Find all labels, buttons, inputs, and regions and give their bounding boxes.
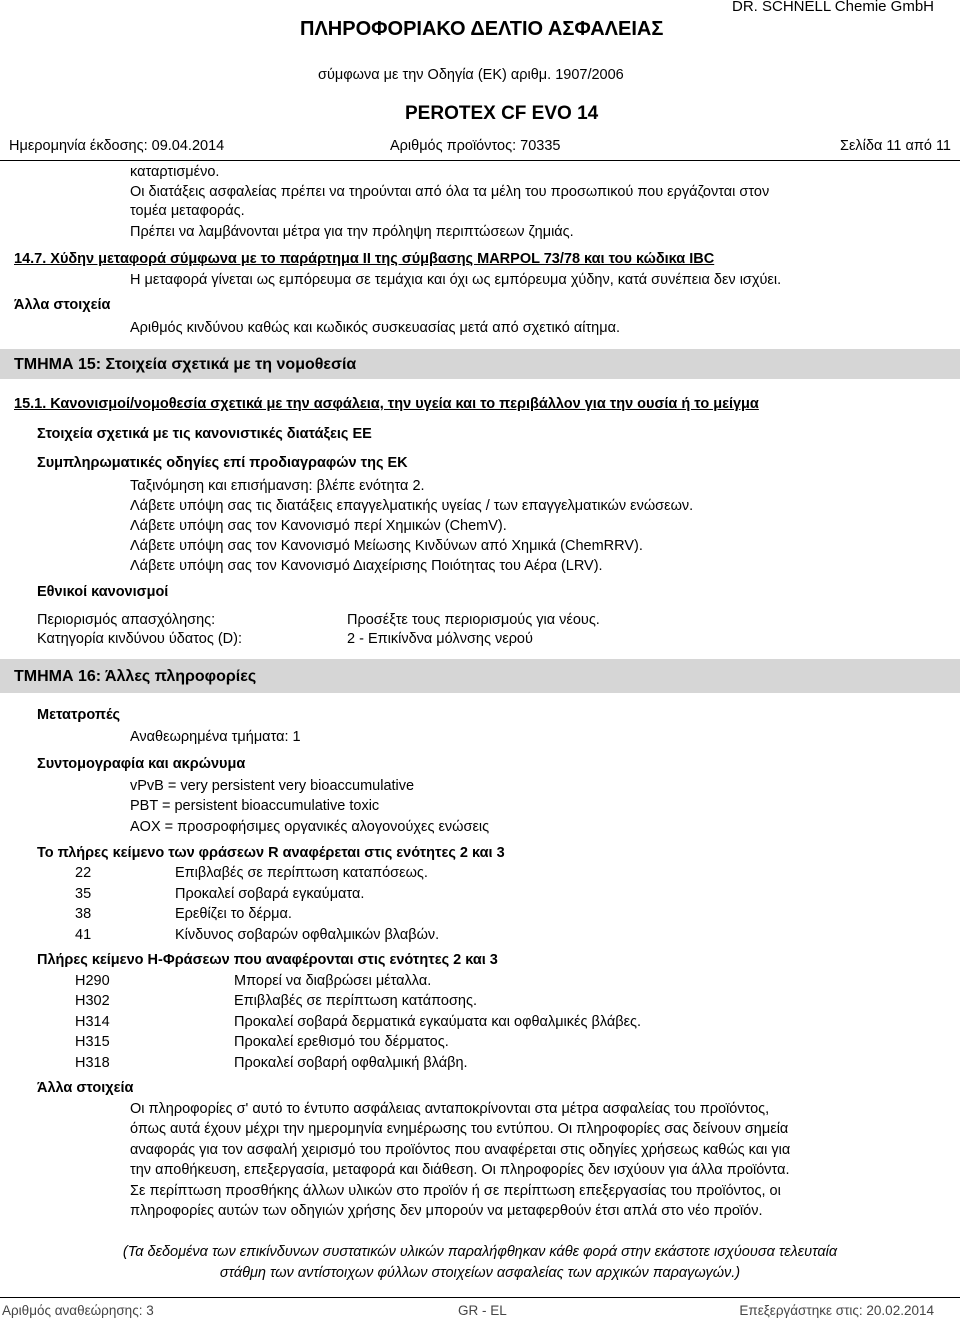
processed-date: Επεξεργάστηκε στις: 20.02.2014 (739, 1303, 934, 1318)
other-line: πληροφορίες αυτών των οδηγιών χρήσης δεν μπορούν να μεταφερθούν έτσι απλά στο νέο προϊόν. (130, 1203, 763, 1219)
r-text: Επιβλαβές σε περίπτωση καταπόσεως. (175, 865, 428, 881)
h-text: Προκαλεί ερεθισμό του δέρματος. (234, 1034, 449, 1050)
national-label: Εθνικοί κανονισμοί (37, 584, 169, 600)
company-name: DR. SCHNELL Chemie GmbH (732, 0, 934, 15)
national-key: Κατηγορία κινδύνου ύδατος (D): (37, 631, 243, 647)
regulation-subtitle: σύμφωνα με την Οδηγία (ΕΚ) αριθμ. 1907/2006 (318, 67, 624, 83)
other-line: Οι πληροφορίες σ' αυτό το έντυπο ασφάλειας ανταποκρίνονται στα μέτρα ασφαλείας του προϊόντος, (130, 1101, 770, 1117)
r-phrases-label: Το πλήρες κείμενο των φράσεων R αναφέρεται στις ενότητες 2 και 3 (37, 845, 505, 861)
footnote-line: στάθμη των αντίστοιχων φύλλων στοιχείων ασφαλείας των αρχικών παραγωγών.) (219, 1265, 741, 1281)
supp-line: Λάβετε υπόψη σας τον Κανονισμό Μείωσης Κινδύνων από Χημικά (ChemRRV). (130, 538, 643, 554)
h-code: H302 (75, 993, 110, 1009)
document-title: ΠΛΗΡΟΦΟΡΙΑΚΟ ΔΕΛΤΙΟ ΑΣΦΑΛΕΙΑΣ (300, 18, 664, 40)
r-code: 22 (75, 865, 92, 881)
changes-label: Μετατροπές (37, 707, 121, 723)
h-code: H290 (75, 973, 110, 989)
h-code: H318 (75, 1055, 110, 1071)
product-name: PEROTEX CF EVO 14 (405, 103, 599, 124)
r-code: 38 (75, 906, 92, 922)
section-15-band: ΤΜΗΜΑ 15: Στοιχεία σχετικά με τη νομοθεσία (0, 349, 960, 379)
abbr-line: vPvB = very persistent very bioaccumulative (130, 778, 415, 794)
national-value: Προσέξτε τους περιορισμούς για νέους. (347, 612, 600, 628)
r-text: Προκαλεί σοβαρά εγκαύματα. (175, 886, 365, 902)
eu-regulations-label: Στοιχεία σχετικά με τις κανονιστικές διατάξεις ΕΕ (37, 426, 372, 442)
s16-other-label: Άλλα στοιχεία (37, 1080, 134, 1096)
r-text: Κίνδυνος σοβαρών οφθαλμικών βλαβών. (175, 927, 440, 943)
issue-date: Ημερομηνία έκδοσης: 09.04.2014 (9, 138, 225, 154)
h-code: H314 (75, 1014, 110, 1030)
language-code: GR - EL (458, 1303, 507, 1318)
s14-other-label: Άλλα στοιχεία (14, 297, 111, 313)
national-value: 2 - Επικίνδνα μόλνσης νερού (347, 631, 533, 647)
h-text: Επιβλαβές σε περίπτωση κατάποσης. (234, 993, 477, 1009)
abbr-line: AOX = προσροφήσιμες οργανικές αλογονούχες ενώσεις (130, 819, 490, 835)
h-text: Προκαλεί σοβαρή οφθαλμική βλάβη. (234, 1055, 468, 1071)
other-line: Σε περίπτωση προσθήκης άλλων υλικών στο προϊόν ή σε περίπτωση επεξεργασίας του προϊόντος, οι (130, 1183, 781, 1199)
s14-other-text: Αριθμός κινδύνου καθώς και κωδικός συσκευασίας μετά από σχετικό αίτημα. (130, 320, 620, 336)
h-code: H315 (75, 1034, 110, 1050)
s14-line: καταρτισμένο. (130, 164, 220, 180)
other-line: την αποθήκευση, επεξεργασία, μεταφορά και διάθεση. Οι πληροφορίες δεν ισχύουν για άλλα προϊόντα. (130, 1162, 790, 1178)
s14-line: Οι διατάξεις ασφαλείας πρέπει να τηρούνται από όλα τα μέλη του προσωπικού που εργάζονται στον (130, 184, 770, 200)
supp-line: Λάβετε υπόψη σας τον Κανονισμό Διαχείρισης Ποιότητας του Αέρα (LRV). (130, 558, 603, 574)
product-number: Αριθμός προϊόντος: 70335 (390, 138, 561, 154)
r-text: Ερεθίζει το δέρμα. (175, 906, 292, 922)
r-code: 35 (75, 886, 92, 902)
s14-7-text: Η μεταφορά γίνεται ως εμπόρευμα σε τεμάχια και όχι ως εμπόρευμα χύδην, κατά συνέπεια δεν ισχύει. (130, 272, 782, 288)
other-line: όπως αυτά έχουν μέχρι την ημερομηνία ενημέρωσης του εντύπου. Οι πληροφορίες σας δείνουν σημεία (130, 1121, 789, 1137)
supp-line: Λάβετε υπόψη σας τις διατάξεις επαγγελματικής υγείας / των επαγγελματικών ενώσεων. (130, 498, 694, 514)
h-text: Προκαλεί σοβαρά δερματικά εγκαύματα και οφθαλμικές βλάβες. (234, 1014, 642, 1030)
h-text: Μπορεί να διαβρώσει μέταλλα. (234, 973, 432, 989)
header-divider (0, 160, 960, 161)
s14-line: Πρέπει να λαμβάνονται μέτρα για την πρόληψη περιπτώσεων ζημιάς. (130, 224, 574, 240)
national-key: Περιορισμός απασχόλησης: (37, 612, 216, 628)
changes-text: Αναθεωρημένα τμήματα: 1 (130, 729, 301, 745)
page-number: Σελίδα 11 από 11 (840, 138, 951, 154)
footer-divider (0, 1297, 960, 1298)
supp-line: Ταξινόμηση και επισήμανση: βλέπε ενότητα 2. (130, 478, 425, 494)
footnote-line: (Τα δεδομένα των επικίνδυνων συστατικών υλικών παραλήφθηκαν κάθε φορά στην εκάστοτε ισχύουσα τελευταία (122, 1244, 838, 1260)
section-16-band: ΤΜΗΜΑ 16: Άλλες πληροφορίες (0, 659, 960, 693)
supp-line: Λάβετε υπόψη σας τον Κανονισμό περί Χημικών (ChemV). (130, 518, 507, 534)
h-phrases-label: Πλήρες κείμενο Η-Φράσεων που αναφέρονται στις ενότητες 2 και 3 (37, 952, 498, 968)
r-code: 41 (75, 927, 92, 943)
s14-7-heading: 14.7. Χύδην μεταφορά σύμφωνα με το παράρτημα II της σύμβασης MARPOL 73/78 και του κώδικα IBC (14, 251, 715, 267)
s14-line: τομέα μεταφοράς. (130, 203, 245, 219)
abbr-label: Συντομογραφία και ακρώνυμα (37, 756, 246, 772)
revision-number: Αριθμός αναθεώρησης: 3 (2, 1303, 154, 1318)
other-line: αναφοράς για τον ασφαλή χειρισμό του προϊόντος που αναφέρεται στις οδηγίες χρήσεως καθώς και για (130, 1142, 791, 1158)
supplementary-label: Συμπληρωματικές οδηγίες επί προδιαγραφών της ΕΚ (37, 455, 408, 471)
abbr-line: PBT = persistent bioaccumulative toxic (130, 798, 380, 814)
s15-1-heading: 15.1. Κανονισμοί/νομοθεσία σχετικά με την ασφάλεια, την υγεία και το περιβάλλον για την ουσία ή το μείγμα (14, 396, 759, 412)
